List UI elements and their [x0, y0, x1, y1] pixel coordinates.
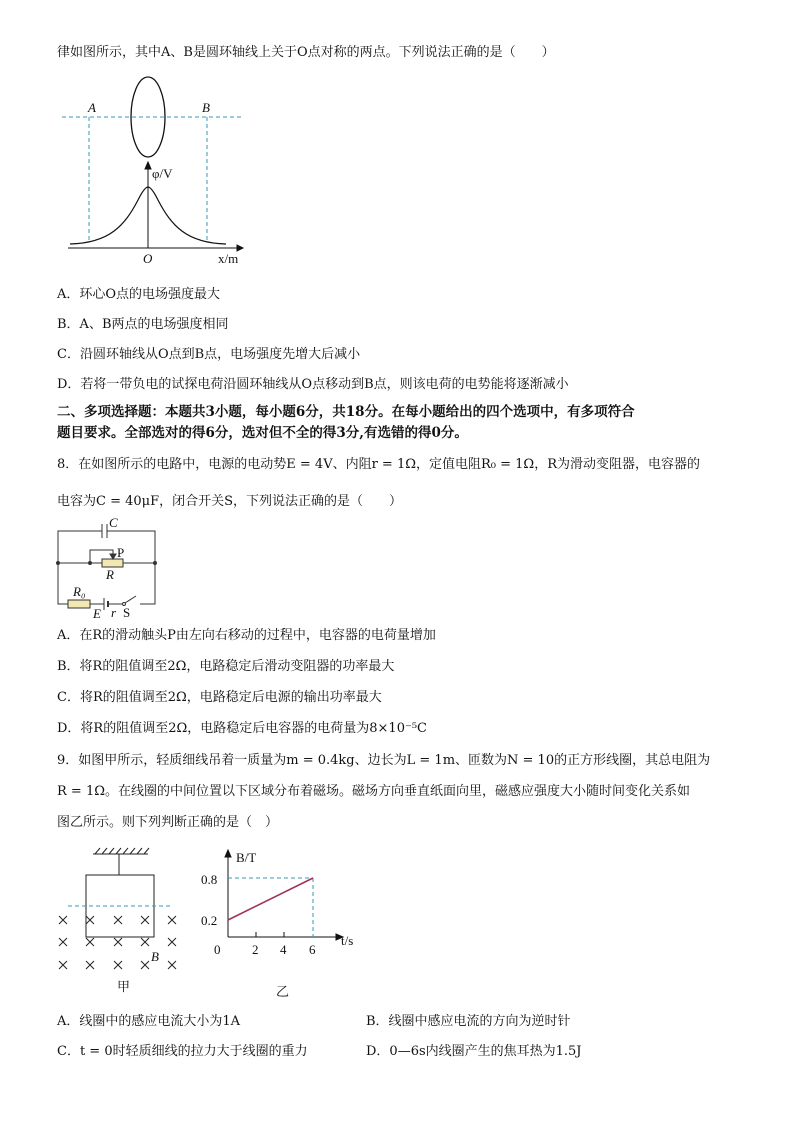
section-heading-line2: 题目要求。全部选对的得6分，选对但不全的得3分,有选错的得0分。 — [57, 425, 468, 441]
label-r-internal: r — [111, 605, 117, 620]
cross-mark — [168, 916, 176, 924]
tick-t0: 0 — [214, 942, 221, 957]
q7-option-b: B．A、B两点的电场强度相同 — [57, 317, 229, 332]
switch — [125, 596, 136, 603]
tick-0.8: 0.8 — [201, 872, 218, 887]
caption-yi: 乙 — [276, 984, 290, 999]
tick-t4: 4 — [280, 942, 287, 957]
q8-option-c: C．将R的阻值调至2Ω，电路稳定后电源的输出功率最大 — [57, 690, 382, 705]
q7-option-a: A．环心O点的电场强度最大 — [57, 287, 221, 302]
q8-option-a: A．在R的滑动触头P由左向右移动的过程中，电容器的电荷量增加 — [57, 628, 436, 643]
label-a: A — [88, 100, 96, 115]
label-r0: R₀ — [73, 584, 86, 599]
q9-option-c: C．t = 0时轻质细线的拉力大于线圈的重力 — [57, 1044, 308, 1059]
q8-option-b: B．将R的阻值调至2Ω，电路稳定后滑动变阻器的功率最大 — [57, 659, 395, 674]
tick-t6: 6 — [309, 942, 316, 957]
resistor-r0 — [68, 600, 90, 608]
coil-figure — [68, 848, 172, 937]
label-s: S — [123, 605, 131, 620]
q9-option-a: A．线圈中的感应电流大小为1A — [57, 1014, 241, 1029]
q7-option-c: C．沿圆环轴线从O点到B点，电场强度先增大后减小 — [57, 347, 361, 362]
label-p: P — [117, 545, 125, 560]
label-c: C — [109, 515, 118, 530]
q7-option-d: D．若将一带负电的试探电荷沿圆环轴线从O点移动到B点，则该电荷的电势能将逐渐减小 — [57, 377, 569, 392]
q9-stem-line1: 9．如图甲所示，轻质细线吊着一质量为m = 0.4kg、边长为L = 1m、匝数为N = 10的正方形线圈，其总电阻为 — [57, 753, 711, 768]
cross-mark — [141, 961, 149, 969]
cross-mark — [114, 938, 122, 946]
tick-0.2: 0.2 — [201, 913, 218, 928]
q8-option-d: D．将R的阻值调至2Ω，电路稳定后电容器的电荷量为8×10⁻⁵C — [57, 721, 427, 736]
y-axis-arrow — [145, 162, 151, 169]
origin-label: O — [143, 251, 153, 266]
cross-mark — [59, 961, 67, 969]
q9-stem-line3: 图乙所示。则下列判断正确的是（ ） — [57, 815, 279, 830]
label-b-field: B — [151, 949, 159, 964]
cross-mark — [141, 916, 149, 924]
cross-mark — [114, 916, 122, 924]
q9-stem-line2: R = 1Ω。在线圈的中间位置以下区域分布着磁场。磁场方向垂直纸面向里，磁感应强度大小随时间变化关系如 — [57, 784, 690, 799]
cross-mark — [141, 938, 149, 946]
b-axis-label: B/T — [236, 850, 257, 865]
t-axis-label: t/s — [341, 933, 354, 948]
y-axis-label: φ/V — [152, 166, 173, 181]
label-r: R — [106, 567, 114, 582]
cross-mark — [86, 961, 94, 969]
q9-option-d: D．0—6s内线圈产生的焦耳热为1.5J — [366, 1044, 582, 1059]
rheostat — [102, 559, 123, 567]
cross-mark — [59, 916, 67, 924]
tick-t2: 2 — [252, 942, 259, 957]
q9-option-b: B．线圈中感应电流的方向为逆时针 — [366, 1014, 571, 1029]
label-e: E — [93, 606, 101, 621]
caption-jia: 甲 — [117, 979, 131, 994]
label-b: B — [202, 100, 210, 115]
cross-mark — [86, 938, 94, 946]
b-t-line — [228, 878, 313, 920]
cross-mark — [86, 916, 94, 924]
q8-stem-line1: 8．在如图所示的电路中，电源的电动势E = 4V、内阻r = 1Ω，定值电阻R₀ = 1Ω，R为滑动变阻器，电容器的 — [57, 457, 700, 472]
x-axis-label: x/m — [218, 251, 239, 266]
ceiling-hatch — [95, 848, 149, 854]
q8-stem-line2: 电容为C = 40μF，闭合开关S，下列说法正确的是（ ） — [57, 494, 403, 509]
cross-mark — [114, 961, 122, 969]
cross-mark — [59, 938, 67, 946]
q7-stem: 律如图所示，其中A、B是圆环轴线上关于O点对称的两点。下列说法正确的是（ ） — [57, 45, 555, 60]
cross-mark — [168, 961, 176, 969]
cross-mark — [168, 938, 176, 946]
section-heading-line1: 二、多项选择题：本题共3小题，每小题6分，共18分。在每小题给出的四个选项中，有多项符合 — [57, 404, 635, 420]
